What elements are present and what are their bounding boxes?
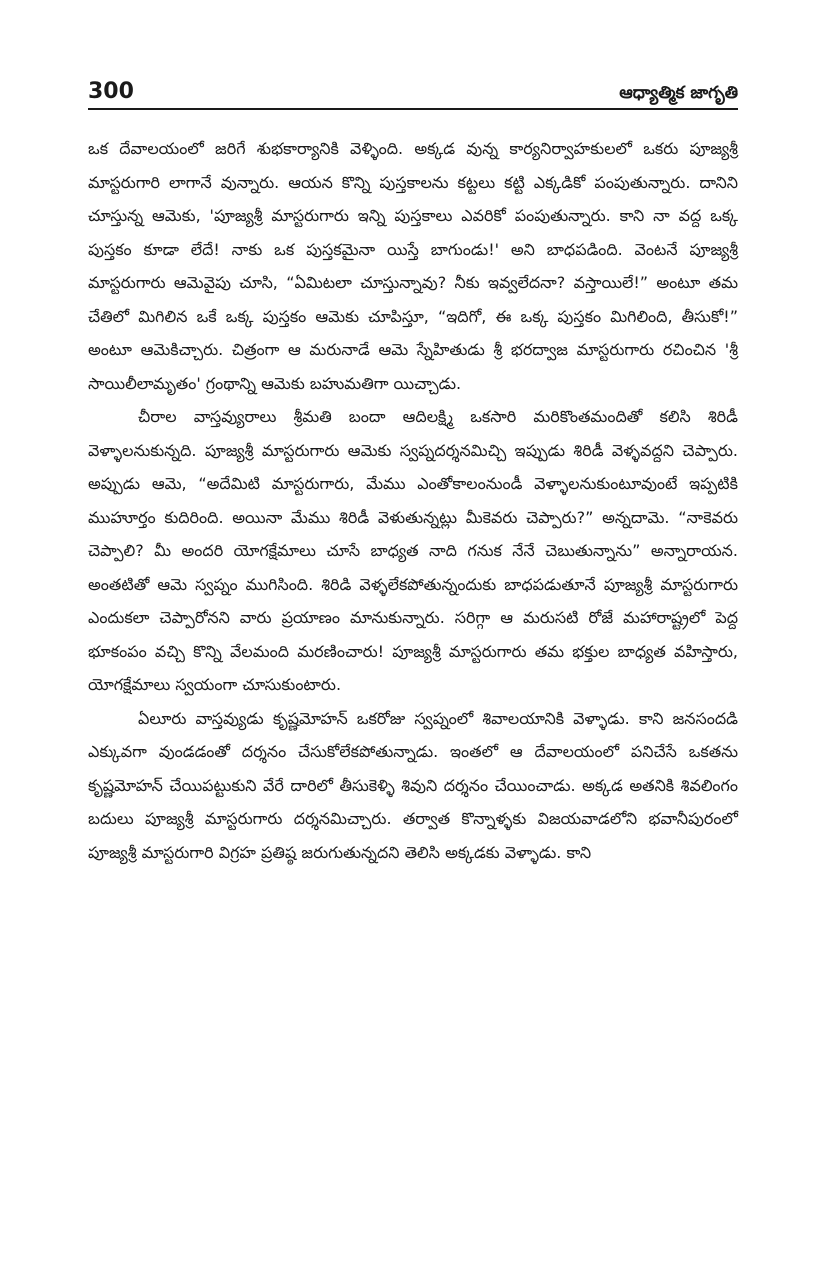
page-number: 300 <box>88 79 134 104</box>
running-title: ఆధ్యాత్మిక జాగృతి <box>619 83 738 103</box>
page-header <box>88 78 738 106</box>
body-text <box>88 132 738 869</box>
header-rule <box>88 108 738 110</box>
paragraph-chirala-story: చీరాల వాస్తవ్యురాలు శ్రీమతి బందా ఆదిలక్ష్మి ఒకసారి మరికొంతమందితో కలిసి శిరిడీ వెళ్ళాలనుకున్నది. పూజ్యశ్రీ మాస్టరుగారు ఆమెకు స్వప్నదర్శనమిచ్చి ఇప్పుడు శిరిడీ వెళ్ళవద్దని చెప్పారు. అప్పుడు ఆమె, “అదేమిటి మాస్టరుగారు, మేము ఎంతోకాలంనుండీ వెళ్ళాలనుకుంటూవుంటే ఇప్పటికి ముహూర్తం కుదిరింది. అయినా మేము శిరిడీ వెళుతున్నట్లు మీకెవరు చెప్పారు?” అన్నదామె. “నాకెవరు చెప్పాలి? మీ అందరి యోగక్షేమాలు చూసే బాధ్యత నాది గనుక నేనే చెబుతున్నాను” అన్నారాయన. అంతటితో ఆమె స్వప్నం ముగిసింది. శిరిడి వెళ్ళలేకపోతున్నందుకు బాధపడుతూనే పూజ్యశ్రీ మాస్టరుగారు ఎందుకలా చెప్పారోనని వారు ప్రయాణం మానుకున్నారు. సరిగ్గా ఆ మరుసటి రోజే మహారాష్ట్రలో పెద్ద భూకంపం వచ్చి కొన్ని వేలమంది మరణించారు! పూజ్యశ్రీ మాస్టరుగారు తమ భక్తుల బాధ్యత వహిస్తారు, యోగక్షేమాలు స్వయంగా చూసుకుంటారు. <box>88 407 738 694</box>
book-page <box>88 78 738 869</box>
paragraph-eluru-story: ఏలూరు వాస్తవ్యుడు కృష్ణమోహన్ ఒకరోజు స్వప్నంలో శివాలయానికి వెళ్ళాడు. కాని జనసందడి ఎక్కువగా వుండడంతో దర్శనం చేసుకోలేకపోతున్నాడు. ఇంతలో ఆ దేవాలయంలో పనిచేసే ఒకతను కృష్ణమోహన్ చేయిపట్టుకుని వేరే దారిలో తీసుకెళ్ళి శివుని దర్శనం చేయించాడు. అక్కడ అతనికి శివలింగం బదులు పూజ్యశ్రీ మాస్టరుగారు దర్శనమిచ్చారు. తర్వాత కొన్నాళ్ళకు విజయవాడలోని భవానీపురంలో పూజ్యశ్రీ మాస్టరుగారి విగ్రహ ప్రతిష్ఠ జరుగుతున్నదని తెలిసి అక్కడకు వెళ్ళాడు. కాని <box>88 708 738 862</box>
paragraph-continued: ఒక దేవాలయంలో జరిగే శుభకార్యానికి వెళ్ళింది. అక్కడ వున్న కార్యనిర్వాహకులలో ఒకరు పూజ్యశ్రీ మాస్టరుగారి లాగానే వున్నారు. ఆయన కొన్ని పుస్తకాలను కట్టలు కట్టి ఎక్కడికో పంపుతున్నారు. దానిని చూస్తున్న ఆమెకు, 'పూజ్యశ్రీ మాస్టరుగారు ఇన్ని పుస్తకాలు ఎవరికో పంపుతున్నారు. కాని నా వద్ద ఒక్క పుస్తకం కూడా లేదే! నాకు ఒక పుస్తకమైనా యిస్తే బాగుండు!' అని బాధపడింది. వెంటనే పూజ్యశ్రీ మాస్టరుగారు ఆమెవైపు చూసి, “ఏమిటలా చూస్తున్నావు? నీకు ఇవ్వలేదనా? వస్తాయిలే!” అంటూ తమ చేతిలో మిగిలిన ఒకే ఒక్క పుస్తకం ఆమెకు చూపిస్తూ, “ఇదిగో, ఈ ఒక్క పుస్తకం మిగిలింది, తీసుకో!” అంటూ ఆమెకిచ్చారు. చిత్రంగా ఆ మరునాడే ఆమె స్నేహితుడు శ్రీ భరద్వాజ మాస్టరుగారు రచించిన 'శ్రీ సాయిలీలామృతం' గ్రంథాన్ని ఆమెకు బహుమతిగా యిచ్చాడు. <box>88 139 738 393</box>
